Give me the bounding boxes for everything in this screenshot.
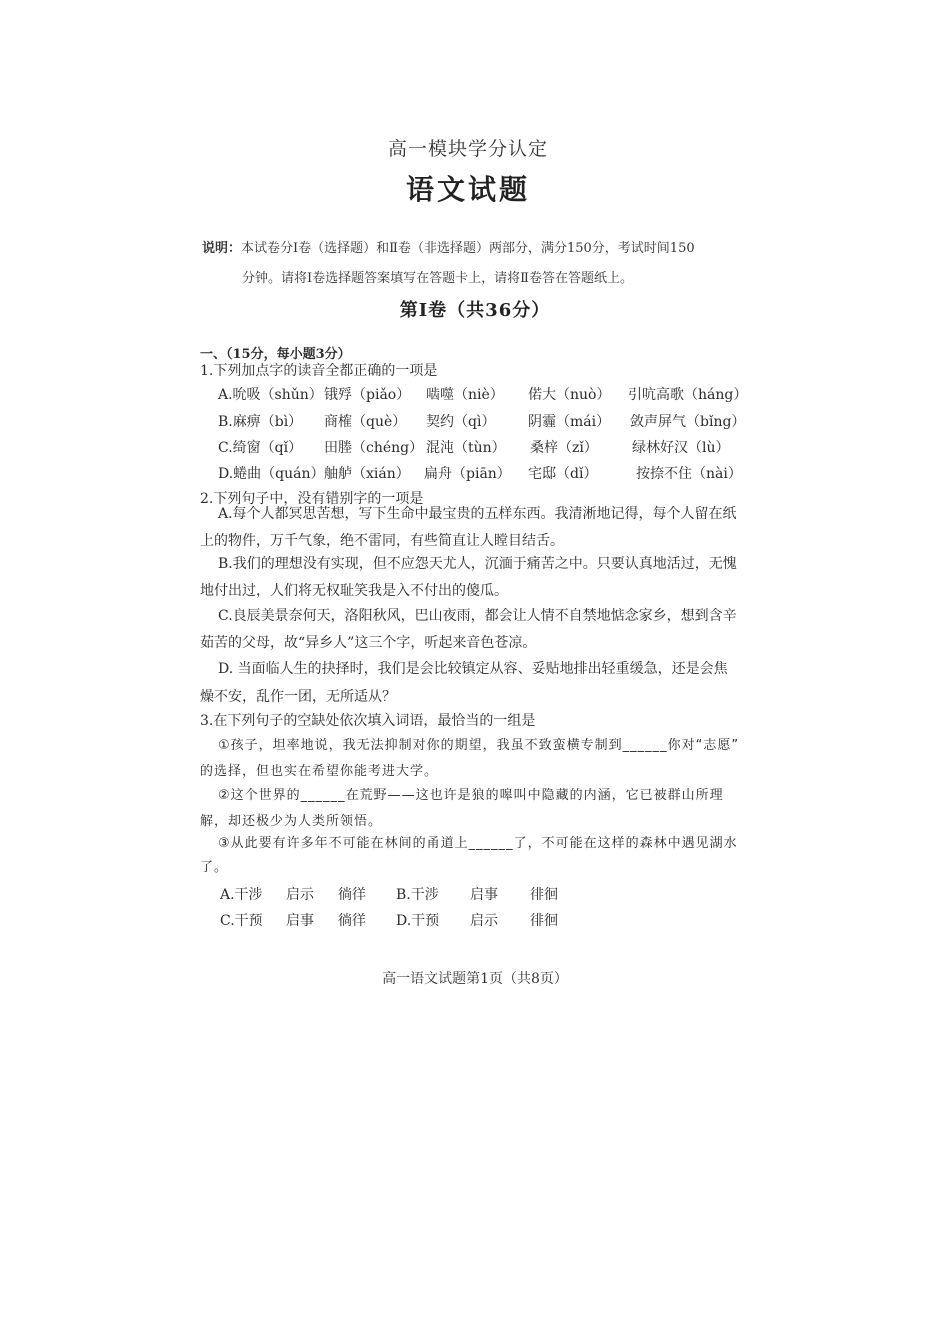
q2-option-c-line-2: 茹苦的父母，故“异乡人”这三个字，听起来音色苍凉。 — [200, 635, 537, 651]
instructions-line-2: 分钟。请将Ⅰ卷选择题答案填写在答题卡上，请将Ⅱ卷答在答题纸上。 — [242, 271, 633, 286]
instructions — [202, 234, 762, 294]
q1-b-item-5: 敛声屏气（bǐng） — [630, 414, 746, 430]
q2-option-b-line-2: 地付出过，人们将无权耻笑我是入不付出的傻瓜。 — [200, 583, 508, 599]
q1-d-item-3: 扁舟（piān） — [424, 466, 511, 482]
q1-d-item-1: D.蜷曲（quán） — [218, 466, 325, 482]
q2-option-a-line-2: 上的物件，万千气象，绝不雷同，有些简直让人瞠目结舌。 — [200, 533, 564, 549]
q1-a-item-4: 偌大（nuò） — [528, 387, 611, 403]
q3-opt-c-word-2: 启事 — [286, 913, 314, 929]
q3-sentence-2-line-2: 解，却还极少为人类所领悟。 — [200, 814, 383, 829]
q3-sentence-3-line-1: ③从此要有许多年不可能在林间的甬道上______了，不可能在这样的森林中遇见湖水 — [218, 836, 738, 851]
q3-sentence-2-line-1: ②这个世界的______在荒野——这也许是狼的嗥叫中隐藏的内涵，它已被群山所理 — [218, 788, 724, 803]
q1-c-item-3: 混沌（tùn） — [426, 440, 506, 456]
q1-b-item-2: 商榷（què） — [324, 414, 407, 430]
q3-opt-a-word-3: 徜徉 — [338, 887, 366, 903]
q1-c-item-5: 绿林好汉（lù） — [632, 440, 730, 456]
instructions-line-1: 本试卷分Ⅰ卷（选择题）和Ⅱ卷（非选择题）两部分，满分150分，考试时间150 — [241, 241, 695, 256]
q1-a-item-3: 啮噬（niè） — [426, 387, 504, 403]
q2-option-d-line-1: D. 当面临人生的抉择时，我们是会比较镇定从容、妥贴地排出轻重缓急，还是会焦 — [218, 661, 728, 677]
question-3-stem: 3.在下列句子的空缺处依次填入词语，最恰当的一组是 — [200, 713, 536, 729]
q2-option-b-line-1: B.我们的理想没有实现，但不应怨天尤人，沉湎于痛苦之中。只要认真地活过，无愧 — [218, 556, 737, 572]
q1-a-item-2: 锇殍（piǎo） — [324, 387, 411, 403]
question-2-stem: 2.下列句子中，没有错别字的一项是 — [200, 491, 424, 507]
q3-opt-d-word-2: 启示 — [470, 913, 498, 929]
q3-opt-c-word-3: 徜徉 — [338, 913, 366, 929]
q3-opt-a-word-1: A.干涉 — [220, 887, 263, 903]
q3-opt-b-word-2: 启事 — [470, 887, 498, 903]
q3-sentence-1-line-2: 的选择，但也实在希望你能考进大学。 — [200, 764, 439, 779]
q3-opt-d-word-1: D.干预 — [396, 913, 440, 929]
q1-d-item-2: 舳舻（xián） — [324, 466, 410, 482]
exam-subtitle: 高一模块学分认定 — [387, 138, 548, 160]
section-1-heading: 一、（15分，每小题3分） — [200, 347, 351, 362]
part-1-title: 第Ⅰ卷（共36分） — [399, 300, 551, 321]
q3-opt-b-word-3: 徘徊 — [530, 887, 558, 903]
q1-c-item-4: 桑梓（zǐ） — [530, 440, 598, 456]
q2-option-c-line-1: C.良辰美景奈何天，洛阳秋风，巴山夜雨，都会让人情不自禁地惦念家乡，想到含辛 — [218, 608, 737, 624]
q3-sentence-1-line-1: ①孩子，坦率地说，我无法抑制对你的期望，我虽不致蛮横专制到______你对“志愿” — [218, 738, 740, 753]
question-1-stem: 1.下列加点字的读音全都正确的一项是 — [200, 363, 438, 379]
q3-opt-c-word-1: C.干预 — [220, 913, 263, 929]
page-footer: 高一语文试题第1页（共8页） — [382, 971, 568, 987]
q1-d-item-5: 按捺不住（nài） — [636, 466, 742, 482]
q1-b-item-3: 契约（qì） — [426, 414, 496, 430]
q1-a-item-5: 引吭高歌（háng） — [628, 387, 748, 403]
q1-c-item-1: C.绮窗（qǐ） — [218, 440, 303, 456]
q1-c-item-2: 田塍（chéng） — [324, 440, 424, 456]
q3-opt-b-word-1: B.干涉 — [396, 887, 439, 903]
exam-title: 语文试题 — [405, 173, 530, 206]
q3-sentence-3-line-2: 了。 — [200, 860, 229, 875]
q1-b-item-4: 阴霾（mái） — [528, 414, 611, 430]
q1-d-item-4: 宅邸（dǐ） — [528, 466, 598, 482]
instructions-label: 说明： — [202, 241, 242, 256]
q2-option-d-line-2: 燥不安，乱作一团，无所适从？ — [200, 689, 396, 705]
q3-opt-d-word-3: 徘徊 — [530, 913, 558, 929]
q3-opt-a-word-2: 启示 — [286, 887, 314, 903]
q2-option-a-line-1: A.每个人都冥思苦想，写下生命中最宝贵的五样东西。我清淅地记得，每个人留在纸 — [218, 506, 737, 522]
q1-b-item-1: B.麻痹（bì） — [218, 414, 303, 430]
q1-a-item-1: A.吮吸（shǔn） — [218, 387, 323, 403]
